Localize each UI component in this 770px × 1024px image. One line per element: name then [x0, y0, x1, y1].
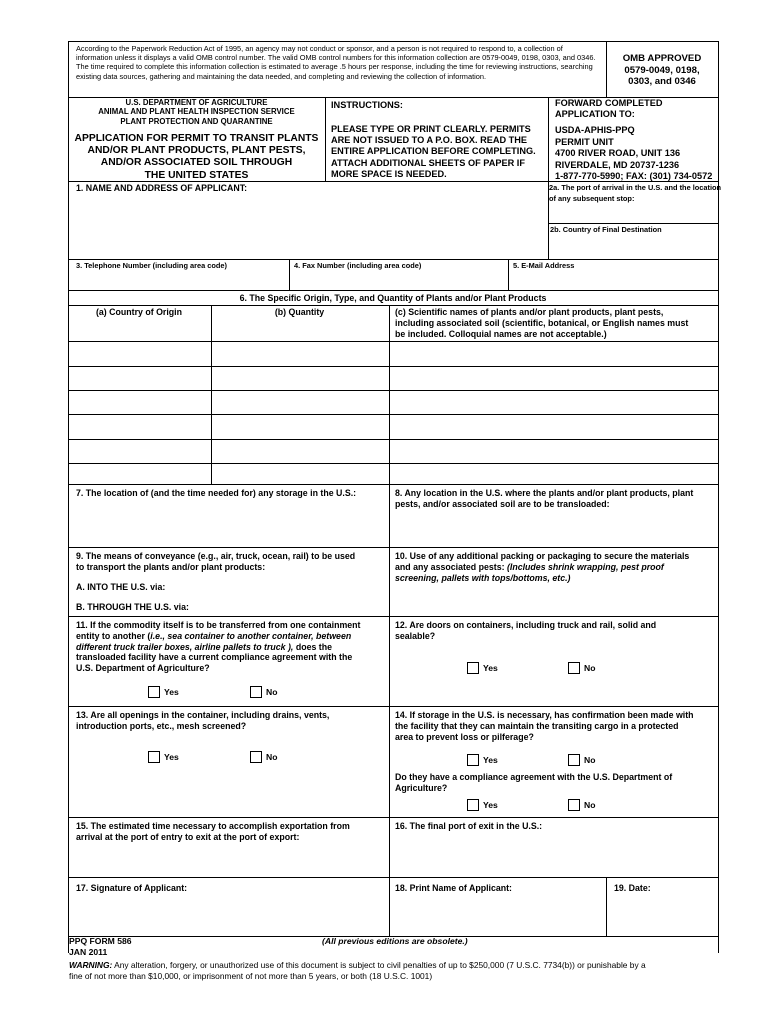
country-final-destination-input[interactable]	[550, 236, 715, 256]
obsolete-notice: (All previous editions are obsolete.)	[322, 936, 468, 946]
instructions-heading: INSTRUCTIONS:	[331, 100, 403, 110]
email-label: 5. E-Mail Address	[513, 261, 575, 270]
instructions-text: PLEASE TYPE OR PRINT CLEARLY. PERMITS ARE NOT ISSUED TO A P.O. BOX. READ THE ENTIRE APPLICATION BEFORE COMPLETING. ATTACH ADDITIONAL SHEETS OF PAPER IF MORE SPACE IS NEEDED.	[331, 124, 536, 179]
q14b-yes-checkbox[interactable]	[467, 799, 479, 811]
instr-divider-left	[325, 97, 326, 181]
q12-no-checkbox[interactable]	[568, 662, 580, 674]
q11-yes-label: Yes	[164, 687, 179, 697]
quantity-row-4-input[interactable]	[213, 416, 387, 437]
omb-approved: OMB APPROVED 0579-0049, 0198, 0303, and 0346	[622, 53, 702, 87]
form-title: APPLICATION FOR PERMIT TO TRANSIT PLANTS AND/OR PLANT PRODUCTS, PLANT PESTS, AND/OR ASSOCIATED SOIL THROUGH THE UNITED STATES	[74, 133, 319, 181]
q14-yes-label: Yes	[483, 755, 498, 765]
q13-no-label: No	[266, 752, 278, 762]
origin-row-1-input[interactable]	[70, 343, 209, 364]
q11-top-line	[68, 616, 718, 617]
field2b-top-line	[548, 223, 718, 224]
row345-div2	[508, 259, 509, 290]
scientific-row-3-input[interactable]	[391, 392, 716, 412]
telephone-label: 3. Telephone Number (including area code)	[76, 261, 227, 270]
fax-input[interactable]	[292, 272, 504, 288]
q13-yes-checkbox[interactable]	[148, 751, 160, 763]
q9-top-line	[68, 547, 718, 548]
q12-no-label: No	[584, 663, 596, 673]
col-quantity: (b) Quantity	[274, 307, 325, 317]
q7-top-line	[68, 484, 718, 485]
q9-label: 9. The means of conveyance (e.g., air, truck, ocean, rail) to be used to transport the plants and/or plant products:	[76, 551, 356, 572]
q14-no-label: No	[584, 755, 596, 765]
scientific-row-5-input[interactable]	[391, 441, 716, 461]
q19-divider	[606, 877, 607, 936]
origin-row-2-input[interactable]	[70, 368, 209, 388]
section6-col-div1	[211, 305, 212, 484]
conveyance-through-input[interactable]	[200, 600, 385, 614]
q11-yes-checkbox[interactable]	[148, 686, 160, 698]
q11-no-checkbox[interactable]	[250, 686, 262, 698]
origin-row-5-input[interactable]	[70, 441, 209, 461]
quantity-row-3-input[interactable]	[213, 392, 387, 412]
section6-row-line	[68, 463, 718, 464]
form-number: PPQ FORM 586 JAN 2011	[69, 936, 132, 957]
final-port-exit-input[interactable]	[393, 836, 715, 874]
field2b-left	[548, 223, 549, 259]
q7-label: 7. The location of (and the time needed for) any storage in the U.S.:	[76, 488, 357, 498]
quantity-row-6-input[interactable]	[213, 465, 387, 483]
section6-row-line	[68, 439, 718, 440]
row345-top-line	[68, 259, 718, 260]
middle-divider	[389, 484, 390, 936]
q13-top-line	[68, 706, 718, 707]
q13-yes-label: Yes	[164, 752, 179, 762]
date-input[interactable]	[610, 897, 715, 933]
q13-no-checkbox[interactable]	[250, 751, 262, 763]
scientific-row-2-input[interactable]	[391, 368, 716, 388]
q14-yes-checkbox[interactable]	[467, 754, 479, 766]
scientific-row-1-input[interactable]	[391, 343, 716, 364]
print-name-input[interactable]	[393, 897, 602, 933]
exportation-time-input[interactable]	[72, 846, 385, 874]
packing-input[interactable]	[393, 586, 715, 614]
section6-title: 6. The Specific Origin, Type, and Quantity of Plants and/or Plant Products	[239, 293, 547, 303]
scientific-row-4-input[interactable]	[391, 416, 716, 437]
fax-label: 4. Fax Number (including area code)	[294, 261, 422, 270]
q8-label: 8. Any location in the U.S. where the plants and/or plant products, plant pests, and/or associated soil are to be transloaded:	[395, 488, 694, 509]
storage-location-input[interactable]	[72, 502, 385, 544]
field2a-label: 2a. The port of arrival in the U.S. and the location of any subsequent stop:	[549, 183, 722, 203]
q13-label: 13. Are all openings in the container, including drains, vents, introduction ports, etc., mesh screened?	[76, 710, 330, 731]
origin-row-3-input[interactable]	[70, 392, 209, 412]
paperwork-notice: According to the Paperwork Reduction Act of 1995, an agency may not conduct or sponsor, and a person is not required to respond to, a collection of information unless it displays a valid OMB control number. The valid OMB control numbers for this information collection are 0579-0049, 0198, 0303, and 0346. The time required to complete this information collection is estimated to average .5 hours per response, including the time for reviewing instructions, searching existing data sources, gathering and maintaining the data needed, and completing and reviewing the collection of information.	[76, 44, 596, 81]
field1-label: 1. NAME AND ADDRESS OF APPLICANT:	[76, 183, 248, 193]
q14b-no-label: No	[584, 800, 596, 810]
q12-yes-checkbox[interactable]	[467, 662, 479, 674]
forward-to: FORWARD COMPLETED APPLICATION TO:	[555, 98, 663, 120]
col-scientific-names: (c) Scientific names of plants and/or plant products, plant pests, including associated soil (scientific, botanical, or English names must be included. Colloquial names are not acceptable.)	[395, 307, 689, 339]
right-border	[718, 41, 719, 953]
q15-label: 15. The estimated time necessary to accomplish exportation from arrival at the port of entry to exit at the port of export:	[76, 821, 350, 842]
q17-label: 17. Signature of Applicant:	[76, 883, 188, 893]
section6-header-line	[68, 305, 718, 306]
col-country-origin: (a) Country of Origin	[95, 307, 182, 317]
q14-no-checkbox[interactable]	[568, 754, 580, 766]
origin-row-4-input[interactable]	[70, 416, 209, 437]
quantity-row-1-input[interactable]	[213, 343, 387, 364]
signature-input[interactable]	[72, 897, 385, 933]
q12-label: 12. Are doors on containers, including truck and rail, solid and sealable?	[395, 620, 657, 641]
field1-line	[68, 181, 548, 182]
scientific-row-6-input[interactable]	[391, 465, 716, 483]
applicant-name-address-input[interactable]	[72, 196, 544, 256]
email-input[interactable]	[511, 272, 715, 288]
section6-row-line	[68, 366, 718, 367]
section6-top-line	[68, 290, 718, 291]
q11-label: 11. If the commodity itself is to be transferred from one containment entity to another (i.e., sea container to another container, between different truck trailer boxes, airline pallets to truck ), does the transloaded facility have a current compliance agreement with the U.S. Department of Agriculture?	[76, 620, 361, 674]
top-border	[68, 41, 718, 42]
q17-top-line	[68, 877, 718, 878]
origin-row-6-input[interactable]	[70, 465, 209, 483]
forward-address: USDA-APHIS-PPQ PERMIT UNIT 4700 RIVER ROAD, UNIT 136 RIVERDALE, MD 20737-1236 1-877-770-5990; FAX: (301) 734-0572	[555, 125, 713, 182]
agency-name: U.S. DEPARTMENT OF AGRICULTURE ANIMAL AND PLANT HEALTH INSPECTION SERVICE PLANT PROTECTION AND QUARANTINE	[98, 98, 295, 126]
transload-location-input[interactable]	[393, 512, 715, 544]
warning-text: WARNING: Any alteration, forgery, or unauthorized use of this document is subject to civil penalties of up to $250,000 (7 U.S.C. 7734(b)) or punishable by a fine of not more than $10,000, or imprisonment of not more than 5 years, or both (18 U.S.C. 1001)	[69, 960, 646, 981]
q12-yes-label: Yes	[483, 663, 498, 673]
q16-label: 16. The final port of exit in the U.S.:	[395, 821, 543, 831]
section6-row-line	[68, 390, 718, 391]
section6-row-line	[68, 414, 718, 415]
q11-no-label: No	[266, 687, 278, 697]
q15-top-line	[68, 817, 718, 818]
q9-into-label: A. INTO THE U.S. via:	[76, 582, 166, 592]
q18-label: 18. Print Name of Applicant:	[395, 883, 512, 893]
q14-label: 14. If storage in the U.S. is necessary, has confirmation been made with the facility that they can maintain the transiting cargo in a protected area to prevent loss or pilferage?	[395, 710, 694, 742]
q14b-yes-label: Yes	[483, 800, 498, 810]
q10-label: 10. Use of any additional packing or packaging to secure the materials and any associated pests: (Includes shrink wrapping, pest proof screening, pallets with tops/bottoms, etc.)	[395, 551, 690, 583]
telephone-input[interactable]	[72, 272, 285, 288]
quantity-row-2-input[interactable]	[213, 368, 387, 388]
section6-col-div2	[389, 305, 390, 484]
q9-through-label: B. THROUGH THE U.S. via:	[76, 602, 189, 612]
q19-label: 19. Date:	[614, 883, 651, 893]
q14b-label: Do they have a compliance agreement with the U.S. Department of Agriculture?	[395, 772, 673, 793]
conveyance-into-input[interactable]	[180, 580, 385, 594]
port-of-arrival-input[interactable]	[550, 205, 715, 225]
section6-row-line	[68, 341, 718, 342]
quantity-row-5-input[interactable]	[213, 441, 387, 461]
field2b-label: 2b. Country of Final Destination	[550, 225, 662, 234]
right-column-divider	[548, 97, 549, 232]
row345-div1	[289, 259, 290, 290]
q14b-no-checkbox[interactable]	[568, 799, 580, 811]
